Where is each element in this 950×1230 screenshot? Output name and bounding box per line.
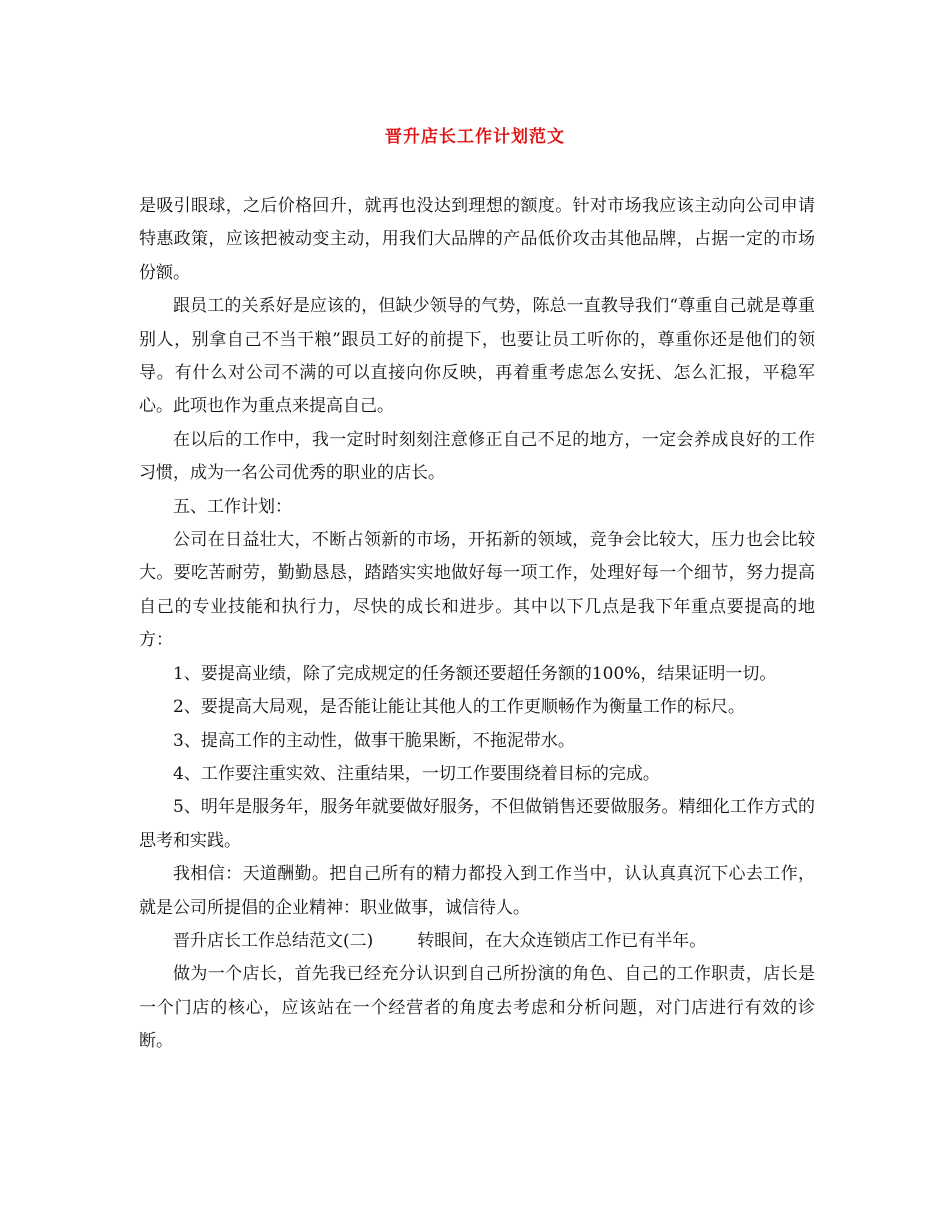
paragraph-store-manager-role: 做为一个店长，首先我已经充分认识到自己所扮演的角色、自己的工作职责，店长是一个门店的核心，应该站在一个经营者的角度去考虑和分析问题，对门店进行有效的诊断。	[139, 964, 815, 1052]
paragraph-belief: 我相信：天道酬勤。把自己所有的精力都投入到工作当中，认认真真沉下心去工作，就是公司所提倡的企业精神：职业做事，诚信待人。	[139, 864, 815, 918]
plan-item-4: 4、工作要注重实效、注重结果，一切工作要围绕着目标的完成。	[173, 763, 660, 784]
plan-item-2: 2、要提高大局观，是否能让能让其他人的工作更顺畅作为衡量工作的标尺。	[173, 697, 745, 718]
paragraph-company-growth: 公司在日益壮大，不断占领新的市场，开拓新的领域，竞争会比较大，压力也会比较大。要吃苦耐劳，勤勤恳恳，踏踏实实地做好每一项工作，处理好每一个细节，努力提高自己的专业技能和执行力，尽快的成长和进步。其中以下几点是我下年重点要提高的地方：	[139, 530, 815, 651]
paragraph-market-strategy: 是吸引眼球，之后价格回升，就再也没达到理想的额度。针对市场我应该主动向公司申请特惠政策，应该把被动变主动，用我们大品牌的产品低价攻击其他品牌，占据一定的市场份额。	[139, 196, 815, 283]
paragraph-staff-relations: 跟员工的关系好是应该的，但缺少领导的气势，陈总一直教导我们“尊重自己就是尊重别人，别拿自己不当干粮”跟员工好的前提下，也要让员工听你的，尊重你还是他们的领导。有什么对公司不满的可以直接向你反映，再着重考虑怎么安抚、怎么汇报，平稳军心。此项也作为重点来提高自己。	[139, 296, 815, 417]
document-body	[139, 190, 815, 1059]
summary-heading-line	[139, 925, 815, 958]
document-title: 晋升店长工作计划范文	[385, 127, 565, 147]
paragraph-self-improvement: 在以后的工作中，我一定时时刻刻注意修正自己不足的地方，一定会养成良好的工作习惯，成为一名公司优秀的职业的店长。	[139, 429, 815, 484]
plan-item-5: 5、明年是服务年，服务年就要做好服务，不但做销售还要做服务。精细化工作方式的思考和实践。	[139, 797, 815, 851]
summary-heading: 晋升店长工作总结范文(二)	[173, 930, 374, 951]
plan-item-3: 3、提高工作的主动性，做事干脆果断，不拖泥带水。	[173, 730, 575, 751]
summary-lead: 转眼间，在大众连锁店工作已有半年。	[417, 930, 707, 951]
plan-item-1: 1、要提高业绩，除了完成规定的任务额还要超任务额的100%，结果证明一切。	[173, 663, 777, 684]
section-heading-work-plan: 五、工作计划：	[173, 496, 292, 517]
